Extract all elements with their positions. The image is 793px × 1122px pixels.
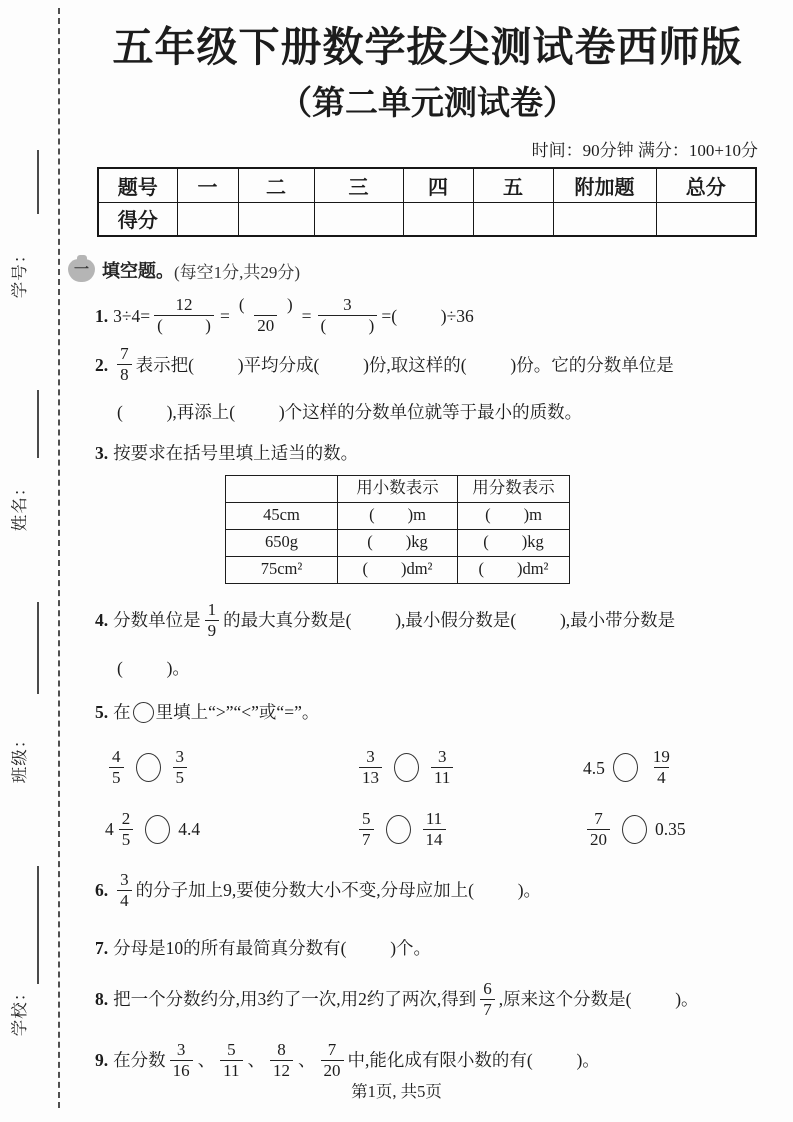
question-number: 1. — [95, 305, 109, 326]
sidebar-field-class: 班级： — [10, 730, 29, 784]
compare-circle — [622, 815, 647, 844]
sidebar-field-school: 学校： — [10, 983, 29, 1037]
question-1: 1. 3÷4= $\frac{12}{( )}$ = $\frac{( )}{20}$ = $\frac{3}{( )}$ =( )÷36 — [95, 295, 474, 336]
blank: ( )dm² — [338, 556, 458, 583]
sidebar-field-name: 姓名： — [10, 478, 29, 532]
blank: ( )kg — [458, 529, 570, 556]
question-7: 7. 分母是10的所有最简真分数有( )个。 — [95, 935, 760, 961]
question-number: 4. — [95, 610, 109, 631]
score-col-3: 三 — [314, 168, 403, 202]
blank: ( ) — [154, 315, 214, 336]
school-writing-line — [37, 866, 39, 984]
blank: ( )kg — [338, 529, 458, 556]
mixed-number-whole: 4 — [105, 818, 114, 839]
table-row: 75cm² ( )dm² ( )dm² — [226, 556, 570, 583]
fraction: $\frac{7}{8}$ — [117, 344, 132, 385]
score-cell — [177, 202, 238, 236]
blank: =( )÷36 — [381, 305, 474, 326]
score-col-5: 五 — [473, 168, 553, 202]
student-id-writing-line — [37, 150, 39, 214]
score-cell — [553, 202, 656, 236]
fraction: $\frac{3}{13}$ — [359, 747, 382, 788]
fraction: $\frac{7}{20}$ — [321, 1040, 344, 1081]
unit-conversion-table — [225, 475, 570, 584]
class-writing-line — [37, 602, 39, 694]
question-2: 2. $\frac{7}{8}$ 表示把( )平均分成( )份,取这样的( )份。它的分数单位是 ( ),再添上( )个这样的分数单位就等于最小的质数。 — [95, 344, 760, 425]
question-6: 6. $\frac{3}{4}$ 的分子加上9,要使分数大小不变,分母应加上( )。 — [95, 869, 542, 910]
fraction: $\frac{5}{11}$ — [220, 1040, 242, 1081]
compare-pair: 4.5 $\frac{19}{4}$ — [583, 747, 760, 788]
fraction: $\frac{6}{7}$ — [480, 979, 495, 1020]
compare-circle — [386, 815, 411, 844]
compare-pair: $\frac{7}{20}$ 0.35 — [583, 809, 760, 850]
page-subtitle: （第二单元测试卷） — [279, 86, 576, 123]
score-col-total: 总分 — [656, 168, 756, 202]
score-col-1: 一 — [177, 168, 238, 202]
time-score-info: 时间：90分钟 满分：100+10分 — [531, 141, 758, 161]
compare-circle — [394, 753, 419, 782]
blank: ( )dm² — [458, 556, 570, 583]
main-content — [73, 0, 760, 1081]
question-9: 9. 在分数 $\frac{3}{16}$ 、 $\frac{5}{11}$ 、 $\frac{8}{12}$ 、 $\frac{7}{20}$ 中,能化成有限小数的有( )。 — [95, 1040, 600, 1081]
score-col-label: 题号 — [98, 168, 177, 202]
question-2-line-2: ( ),再添上( )个这样的分数单位就等于最小的质数。 — [117, 402, 583, 423]
question-4: 4. 分数单位是 $\frac{1}{9}$ 的最大真分数是( ),最小假分数是( ),最小带分数是 ( )。 — [95, 600, 760, 681]
page-footer: 第1页, 共5页 — [351, 1082, 442, 1101]
score-cell — [473, 202, 553, 236]
score-table — [97, 167, 757, 237]
section-number-bag-icon: 一 — [68, 259, 95, 282]
fraction: $\frac{3}{5}$ — [173, 747, 188, 788]
question-number: 2. — [95, 354, 109, 375]
question-number: 5. — [95, 702, 109, 723]
section-title: 填空题。 — [102, 261, 174, 282]
compare-circle — [145, 815, 170, 844]
blank: ( ) — [238, 295, 293, 315]
compare-pair — [355, 747, 583, 788]
score-row-label: 得分 — [98, 202, 177, 236]
score-cell — [403, 202, 473, 236]
fraction: $\frac{3}{4}$ — [117, 870, 132, 911]
score-cell — [238, 202, 314, 236]
score-cell — [314, 202, 403, 236]
score-col-2: 二 — [238, 168, 314, 202]
table-row: 650g ( )kg ( )kg — [226, 529, 570, 556]
blank: ( )m — [338, 502, 458, 529]
compare-pair — [105, 747, 355, 788]
fraction: $\frac{3}{11}$ — [431, 747, 453, 788]
score-table-header-row — [98, 168, 756, 202]
fraction: $\frac{7}{20}$ — [587, 809, 610, 850]
fraction: $\frac{( )}{20}$ — [236, 295, 296, 336]
question-5: 5. 在 里填上“>”“<”或“=”。 $\frac{4}{5}$ $\frac{3}{5}$ $\frac{3}{13}$ $\frac{3}{11}$ 4.5 $\frac{19}{4}$ 4 $\frac{2}{5}$ 4.4 $\frac{5}{7}$ $\frac{11}{14}$ $\frac{7}{20}$ 0.35 — [95, 699, 760, 849]
name-writing-line — [37, 390, 39, 458]
compare-pair: 4 $\frac{2}{5}$ 4.4 — [105, 808, 201, 849]
compare-pair — [355, 809, 583, 850]
table-row: 45cm ( )m ( )m — [226, 502, 570, 529]
comparison-grid — [105, 747, 760, 849]
fraction: $\frac{1}{9}$ — [205, 600, 220, 641]
blank: ( ) — [318, 315, 378, 336]
section-1-header — [68, 257, 760, 283]
question-number: 6. — [95, 880, 109, 901]
score-col-4: 四 — [403, 168, 473, 202]
fraction: $\frac{11}{14}$ — [423, 809, 446, 850]
score-table-score-row — [98, 202, 756, 236]
score-cell — [656, 202, 756, 236]
question-number: 8. — [95, 989, 109, 1010]
fraction: $\frac{19}{4}$ — [652, 747, 670, 788]
question-4-line-2: ( )。 — [117, 657, 190, 678]
fraction: $\frac{5}{7}$ — [359, 809, 374, 850]
question-8: 8. 把一个分数约分,用3约了一次,用2约了两次,得到 $\frac{6}{7}$ ,原来这个分数是( )。 — [95, 978, 699, 1019]
blank: ( )m — [458, 502, 570, 529]
decimal-header: 用小数表示 — [338, 475, 458, 502]
fraction: $\frac{3}{16}$ — [170, 1040, 193, 1081]
fraction: $\frac{3}{( )}$ — [318, 295, 378, 336]
fraction: $\frac{12}{( )}$ — [154, 295, 214, 336]
compare-circle — [613, 753, 638, 782]
cut-dashed-line — [58, 8, 60, 1108]
question-number: 3. — [95, 442, 109, 463]
question-number: 9. — [95, 1050, 109, 1071]
fraction: $\frac{2}{5}$ — [119, 809, 134, 850]
compare-circle-icon — [133, 702, 154, 723]
fraction: $\frac{8}{12}$ — [270, 1040, 293, 1081]
compare-circle — [136, 753, 161, 782]
question-3: 3. 按要求在括号里填上适当的数。 用小数表示 用分数表示 45cm ( )m ( )m 650g ( )kg ( )kg 75cm² ( )dm² ( )dm² — [95, 440, 760, 584]
sidebar-field-student-id: 学号： — [10, 245, 29, 299]
fraction-header: 用分数表示 — [458, 475, 570, 502]
conversion-header-row — [226, 475, 570, 502]
section-note: (每空1分,共29分) — [174, 262, 301, 282]
fraction: $\frac{4}{5}$ — [109, 747, 124, 788]
page-title: 五年级下册数学拔尖测试卷西师版 — [112, 24, 743, 70]
question-number: 7. — [95, 937, 109, 958]
score-col-bonus: 附加题 — [553, 168, 656, 202]
